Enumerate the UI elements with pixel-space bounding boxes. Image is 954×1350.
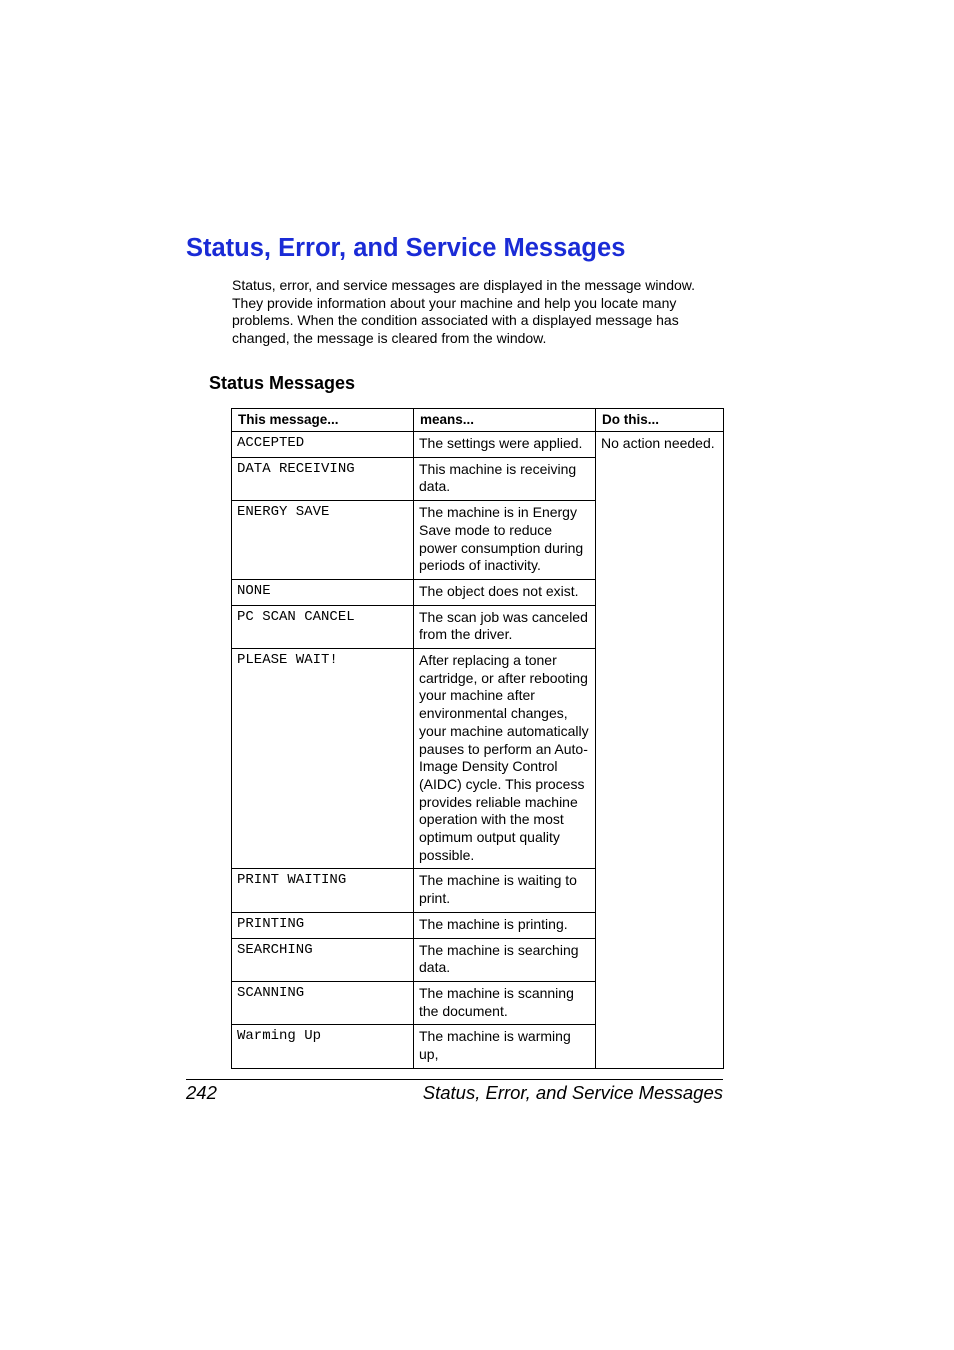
message-code: PC SCAN CANCEL bbox=[232, 605, 414, 648]
page-title: Status, Error, and Service Messages bbox=[186, 234, 626, 262]
message-code: PRINT WAITING bbox=[232, 869, 414, 912]
table-row bbox=[232, 432, 724, 458]
footer-title: Status, Error, and Service Messages bbox=[422, 1082, 723, 1103]
column-header-means: means... bbox=[414, 409, 596, 432]
message-code: ENERGY SAVE bbox=[232, 501, 414, 580]
intro-paragraph: Status, error, and service messages are displayed in the message window. They provide information about your machine and help you locate many problems. When the condition associated with a displayed message has changed, the message is cleared from the window. bbox=[232, 277, 696, 347]
message-code: SEARCHING bbox=[232, 938, 414, 981]
message-code: Warming Up bbox=[232, 1025, 414, 1068]
message-code: DATA RECEIVING bbox=[232, 457, 414, 500]
section-heading: Status Messages bbox=[209, 373, 356, 393]
message-code: NONE bbox=[232, 579, 414, 605]
message-meaning: The settings were applied. bbox=[414, 432, 596, 458]
action-cell: No action needed. bbox=[596, 432, 724, 1069]
message-meaning: The scan job was canceled from the driver. bbox=[414, 605, 596, 648]
table-header-row bbox=[232, 409, 724, 432]
message-code: ACCEPTED bbox=[232, 432, 414, 458]
message-meaning: The machine is warming up, bbox=[414, 1025, 596, 1068]
footer-divider bbox=[186, 1079, 723, 1080]
message-meaning: The machine is in Energy Save mode to reduce power consumption during periods of inactivity. bbox=[414, 501, 596, 580]
message-code: PLEASE WAIT! bbox=[232, 649, 414, 869]
status-messages-table bbox=[231, 408, 724, 1069]
column-header-message: This message... bbox=[232, 409, 414, 432]
message-meaning: The machine is waiting to print. bbox=[414, 869, 596, 912]
message-meaning: The machine is scanning the document. bbox=[414, 981, 596, 1024]
page-number: 242 bbox=[186, 1082, 217, 1103]
message-code: PRINTING bbox=[232, 912, 414, 938]
message-code: SCANNING bbox=[232, 981, 414, 1024]
message-meaning: The object does not exist. bbox=[414, 579, 596, 605]
message-meaning: This machine is receiving data. bbox=[414, 457, 596, 500]
message-meaning: After replacing a toner cartridge, or after rebooting your machine after environmental changes, your machine automatically pauses to perform an Auto-Image Density Control (AIDC) cycle. This process provides reliable machine operation with the most optimum output quality possible. bbox=[414, 649, 596, 869]
message-meaning: The machine is searching data. bbox=[414, 938, 596, 981]
column-header-action: Do this... bbox=[596, 409, 724, 432]
message-meaning: The machine is printing. bbox=[414, 912, 596, 938]
